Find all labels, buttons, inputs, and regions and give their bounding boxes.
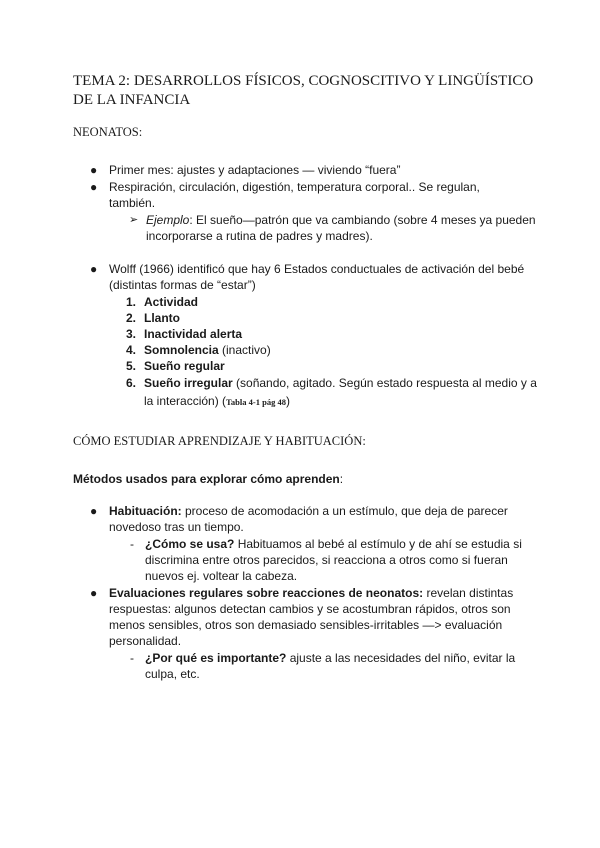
dash-icon: - [130,651,134,665]
state-name: Sueño regular [144,359,225,373]
methods-heading [73,471,543,487]
list-item [73,294,543,310]
list-item [73,179,543,211]
wolff-bullet-list [73,261,543,293]
state-number: 3. [126,327,137,341]
eval-bold: Evaluaciones regulares sobre reacciones de neonatos: [109,586,424,600]
state-number: 5. [126,359,137,373]
arrow-icon: ➢ [129,214,139,226]
eval-bullet-list [73,585,543,649]
methods-bullet-list [73,503,543,535]
state-name: Inactividad alerta [144,327,243,341]
habituacion-text: proceso de acomodación a un estímulo, que deja de parecer novedoso tras un tiempo. [109,504,508,534]
state-number: 6. [126,376,137,390]
list-item [73,503,543,535]
bullet-text-cont: también. [109,196,156,210]
bullet-icon: ● [90,180,98,194]
porque-bold: ¿Por qué es importante? [145,651,287,665]
state-note: (soñando, agitado. Según estado respuesta al medio y a la interacción) ( [144,376,537,408]
como-text: Habituamos al bebé al estímulo y de ahí se estudia si discrimina entre otros parecidos, si reacciona a otros como si fueran nuevos ej. voltear la cabeza. [145,537,522,583]
wolff-text: Wolff (1966) identificó que hay 6 Estados conductuales de activación del bebé (distintas formas de “estar”) [109,262,525,292]
bullet-icon: ● [90,163,98,177]
dash-icon: - [130,537,134,551]
section-neonatos-label: NEONATOS: [73,125,143,139]
list-item [73,261,543,293]
methods-colon: : [339,472,344,486]
state-number: 1. [126,295,137,309]
table-close: ) [285,394,290,408]
list-item [73,342,543,358]
bullet-icon: ● [90,504,98,518]
list-item [73,326,543,342]
dash-item-como [73,536,543,584]
list-item [73,310,543,326]
state-note: (inactivo) [218,343,271,357]
eval-text: revelan distintas respuestas: algunos detectan cambios y se acostumbran rápidos, otros son menos sensibles, otros son demasiado sensibles-irritables —> evaluación personalidad. [109,586,514,648]
list-item [73,162,543,178]
document-title: TEMA 2: DESARROLLOS FÍSICOS, COGNOSCITIVO Y LINGÜÍSTICO DE LA INFANCIA [73,73,534,108]
state-name: Somnolencia [144,343,219,357]
bullet-text: Respiración, circulación, digestión, temperatura corporal.. Se regulan, [109,180,480,194]
bullet-text: Primer mes: ajustes y adaptaciones — viviendo “fuera” [109,163,401,177]
state-name: Sueño irregular [144,376,233,390]
list-item [73,585,543,649]
section-aprendizaje-label: CÓMO ESTUDIAR APRENDIZAJE Y HABITUACIÓN: [73,434,366,448]
methods-bold: Métodos usados para explorar cómo aprenden [73,472,340,486]
state-name: Llanto [144,311,180,325]
example-text: : El sueño—patrón que va cambiando (sobre 4 meses ya pueden incorporarse a rutina de padres y madres). [146,213,536,243]
list-item [73,374,543,411]
states-list [73,294,543,411]
bullet-icon: ● [90,586,98,600]
como-bold: ¿Cómo se usa? [145,537,235,551]
document-page [73,72,543,683]
neonatos-bullet-list [73,162,543,211]
dash-item-porque [73,650,543,682]
table-reference: Tabla 4-1 pág 48 [226,397,286,407]
state-name: Actividad [144,295,199,309]
example-item [73,212,543,244]
state-number: 2. [126,311,137,325]
bullet-icon: ● [90,262,98,276]
state-number: 4. [126,343,137,357]
habituacion-bold: Habituación: [109,504,182,518]
porque-text: ajuste a las necesidades del niño, evitar la culpa, etc. [145,651,516,681]
list-item [73,358,543,374]
example-label: Ejemplo [146,213,190,227]
